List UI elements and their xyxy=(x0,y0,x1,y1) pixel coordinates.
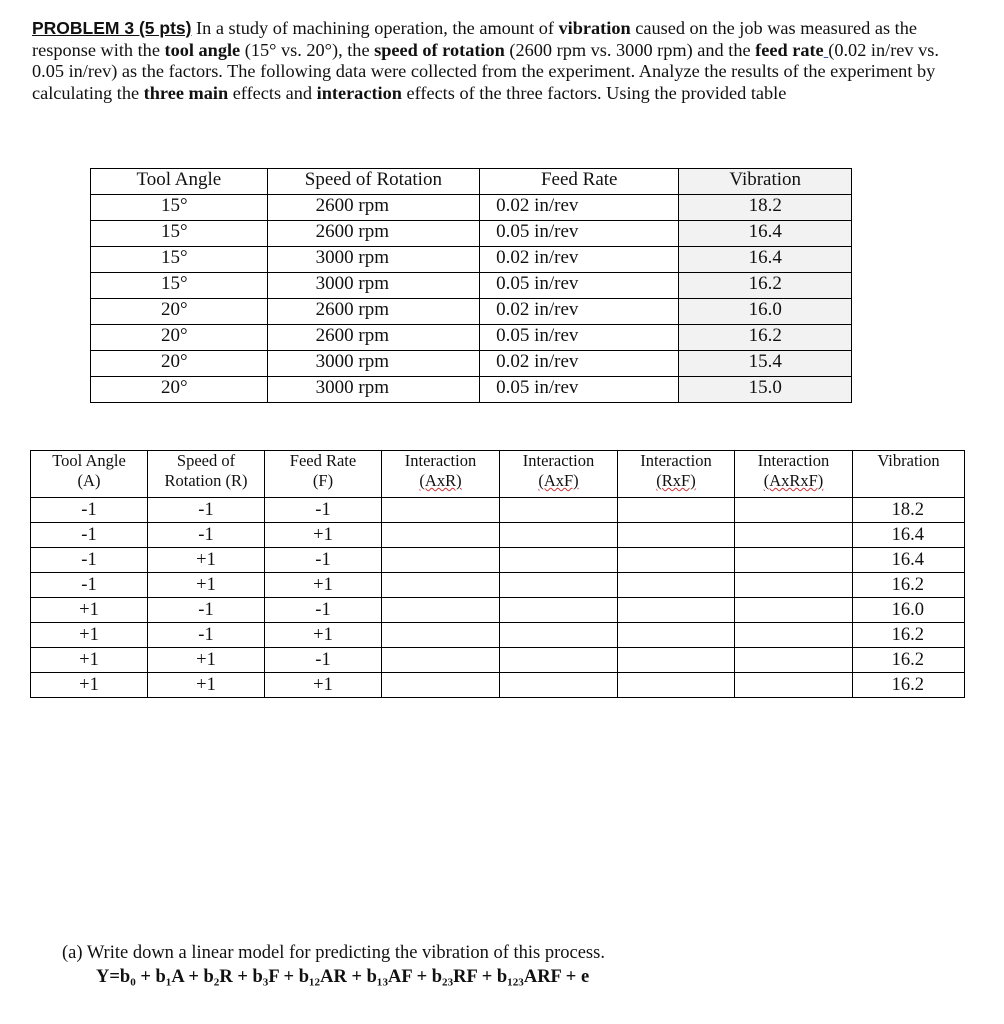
table-cell: 15° xyxy=(91,221,268,247)
table-cell: +1 xyxy=(31,598,148,623)
interaction-cell[interactable] xyxy=(618,623,735,648)
problem-text: (15° vs. 20°), the xyxy=(240,39,375,60)
table-cell: 16.4 xyxy=(679,221,852,247)
table-cell: +1 xyxy=(148,673,265,698)
table-cell: 20° xyxy=(91,299,268,325)
problem-bold: speed of rotation xyxy=(374,39,505,60)
table-cell: +1 xyxy=(148,573,265,598)
interaction-cell[interactable] xyxy=(735,623,853,648)
interaction-cell[interactable] xyxy=(618,648,735,673)
table-cell: 20° xyxy=(91,351,268,377)
table-row xyxy=(91,247,852,273)
header-f: Feed Rate (F) xyxy=(265,451,382,498)
table-cell: 16.4 xyxy=(679,247,852,273)
interaction-cell[interactable] xyxy=(382,523,500,548)
interaction-cell[interactable] xyxy=(735,648,853,673)
header-tool-angle: Tool Angle xyxy=(91,169,268,195)
table-row xyxy=(31,523,965,548)
interaction-cell[interactable] xyxy=(735,673,853,698)
interaction-cell[interactable] xyxy=(735,548,853,573)
table-row xyxy=(91,325,852,351)
table-cell: 18.2 xyxy=(853,498,965,523)
table-cell: 2600 rpm xyxy=(267,325,479,351)
table-cell: +1 xyxy=(265,573,382,598)
table-cell: 15.4 xyxy=(679,351,852,377)
table-cell: -1 xyxy=(148,498,265,523)
interaction-cell[interactable] xyxy=(735,573,853,598)
interaction-cell[interactable] xyxy=(618,548,735,573)
interaction-cell[interactable] xyxy=(500,573,618,598)
problem-text: (0.02 in/rev vs. 0.05 in/rev) as the factors. The following data were collected from the experiment. Analyze the results of the experiment by calculating the xyxy=(32,39,939,103)
problem-bold: tool angle xyxy=(164,39,241,60)
interaction-cell[interactable] xyxy=(500,548,618,573)
interaction-cell[interactable] xyxy=(618,598,735,623)
table-cell: 16.4 xyxy=(853,523,965,548)
header-feed-rate: Feed Rate xyxy=(480,169,679,195)
table-cell: 0.05 in/rev xyxy=(480,221,679,247)
problem-bold: interaction xyxy=(316,82,402,103)
problem-bold: vibration xyxy=(558,18,631,38)
table-cell: 0.02 in/rev xyxy=(480,299,679,325)
table-row xyxy=(31,623,965,648)
table-cell: -1 xyxy=(265,648,382,673)
table-cell: 18.2 xyxy=(679,195,852,221)
header-axr: Interaction (AxR) xyxy=(382,451,500,498)
table-row xyxy=(31,673,965,698)
table-row xyxy=(31,598,965,623)
interaction-cell[interactable] xyxy=(500,623,618,648)
table-cell: +1 xyxy=(265,673,382,698)
header-vibration: Vibration xyxy=(679,169,852,195)
interaction-cell[interactable] xyxy=(618,573,735,598)
table-cell: -1 xyxy=(148,598,265,623)
interaction-cell[interactable] xyxy=(382,498,500,523)
table-cell: 16.4 xyxy=(853,548,965,573)
table-cell: 16.2 xyxy=(679,325,852,351)
interaction-cell[interactable] xyxy=(618,523,735,548)
table-cell: 16.2 xyxy=(679,273,852,299)
problem-text: effects of the three factors. Using the provided table xyxy=(401,82,787,103)
table-cell: 16.2 xyxy=(853,573,965,598)
table-row xyxy=(91,221,852,247)
table-cell: 3000 rpm xyxy=(267,377,479,403)
interaction-cell[interactable] xyxy=(618,498,735,523)
table-cell: 3000 rpm xyxy=(267,351,479,377)
table-row xyxy=(31,498,965,523)
table-cell: 15° xyxy=(91,195,268,221)
table-row xyxy=(91,195,852,221)
header-a: Tool Angle (A) xyxy=(31,451,148,498)
table-cell: -1 xyxy=(31,498,148,523)
table-cell: 3000 rpm xyxy=(267,247,479,273)
interaction-cell[interactable] xyxy=(382,648,500,673)
table-cell: 2600 rpm xyxy=(267,299,479,325)
interaction-cell[interactable] xyxy=(382,548,500,573)
data-table xyxy=(90,168,852,403)
table-row xyxy=(91,377,852,403)
problem-text: caused on the job was measured as the response with the xyxy=(32,18,917,60)
table-cell: -1 xyxy=(31,523,148,548)
table-row xyxy=(31,573,965,598)
header-axf: Interaction (AxF) xyxy=(500,451,618,498)
interaction-cell[interactable] xyxy=(382,573,500,598)
table-cell: 0.05 in/rev xyxy=(480,273,679,299)
header-rxf: Interaction (RxF) xyxy=(618,451,735,498)
interaction-cell[interactable] xyxy=(500,673,618,698)
problem-heading: PROBLEM 3 (5 pts) xyxy=(32,18,192,38)
interaction-cell[interactable] xyxy=(735,598,853,623)
table-cell: +1 xyxy=(265,523,382,548)
table-cell: 16.2 xyxy=(853,673,965,698)
header-vibration-coded: Vibration xyxy=(853,451,965,498)
table-cell: 20° xyxy=(91,377,268,403)
table-cell: -1 xyxy=(265,498,382,523)
interaction-cell[interactable] xyxy=(500,648,618,673)
interaction-cell[interactable] xyxy=(500,523,618,548)
problem-bold: feed rate xyxy=(755,39,824,60)
interaction-cell[interactable] xyxy=(382,598,500,623)
table-cell: 0.02 in/rev xyxy=(480,247,679,273)
table-cell: +1 xyxy=(148,548,265,573)
table-cell: -1 xyxy=(148,623,265,648)
interaction-cell[interactable] xyxy=(735,498,853,523)
table-cell: +1 xyxy=(265,623,382,648)
problem-statement xyxy=(32,18,972,104)
table-cell: +1 xyxy=(31,673,148,698)
table-cell: 2600 rpm xyxy=(267,195,479,221)
table-cell: 20° xyxy=(91,325,268,351)
table-cell: 16.0 xyxy=(853,598,965,623)
header-r: Speed of Rotation (R) xyxy=(148,451,265,498)
header-speed: Speed of Rotation xyxy=(267,169,479,195)
table-cell: 0.05 in/rev xyxy=(480,325,679,351)
coded-table-header xyxy=(31,451,965,498)
table-cell: 15° xyxy=(91,273,268,299)
table-cell: -1 xyxy=(31,573,148,598)
linear-model: Y=b₀ + b₁A + b₂R + b₃F + b₁₂AR + b₁₃AF + b₂₃RF + b₁₂₃ARF + e xyxy=(96,967,590,987)
part-a-question: (a) Write down a linear model for predicting the vibration of this process. xyxy=(62,943,605,963)
table-cell: -1 xyxy=(148,523,265,548)
interaction-cell[interactable] xyxy=(382,673,500,698)
table-cell: -1 xyxy=(31,548,148,573)
table-cell: 0.05 in/rev xyxy=(480,377,679,403)
problem-text: effects and xyxy=(228,82,317,103)
table-cell: -1 xyxy=(265,548,382,573)
coded-table xyxy=(30,450,965,698)
table-cell: -1 xyxy=(265,598,382,623)
table-cell: +1 xyxy=(31,623,148,648)
interaction-cell[interactable] xyxy=(735,523,853,548)
interaction-cell[interactable] xyxy=(382,623,500,648)
table-row xyxy=(91,351,852,377)
table-cell: 15° xyxy=(91,247,268,273)
problem-text: (2600 rpm vs. 3000 rpm) and the xyxy=(504,39,756,60)
table-cell: +1 xyxy=(148,648,265,673)
header-axrxf: Interaction (AxRxF) xyxy=(735,451,853,498)
table-row xyxy=(31,548,965,573)
table-cell: 16.2 xyxy=(853,648,965,673)
interaction-cell[interactable] xyxy=(500,498,618,523)
table-cell: 2600 rpm xyxy=(267,221,479,247)
table-cell: 0.02 in/rev xyxy=(480,195,679,221)
interaction-cell[interactable] xyxy=(618,673,735,698)
data-table-header xyxy=(91,169,852,195)
table-cell: 16.0 xyxy=(679,299,852,325)
table-cell: 15.0 xyxy=(679,377,852,403)
table-row xyxy=(91,273,852,299)
problem-text: In a study of machining operation, the amount of xyxy=(191,18,559,38)
interaction-cell[interactable] xyxy=(500,598,618,623)
problem-bold: three main xyxy=(143,82,229,103)
table-row xyxy=(31,648,965,673)
table-row xyxy=(91,299,852,325)
table-cell: +1 xyxy=(31,648,148,673)
table-cell: 16.2 xyxy=(853,623,965,648)
table-cell: 0.02 in/rev xyxy=(480,351,679,377)
table-cell: 3000 rpm xyxy=(267,273,479,299)
